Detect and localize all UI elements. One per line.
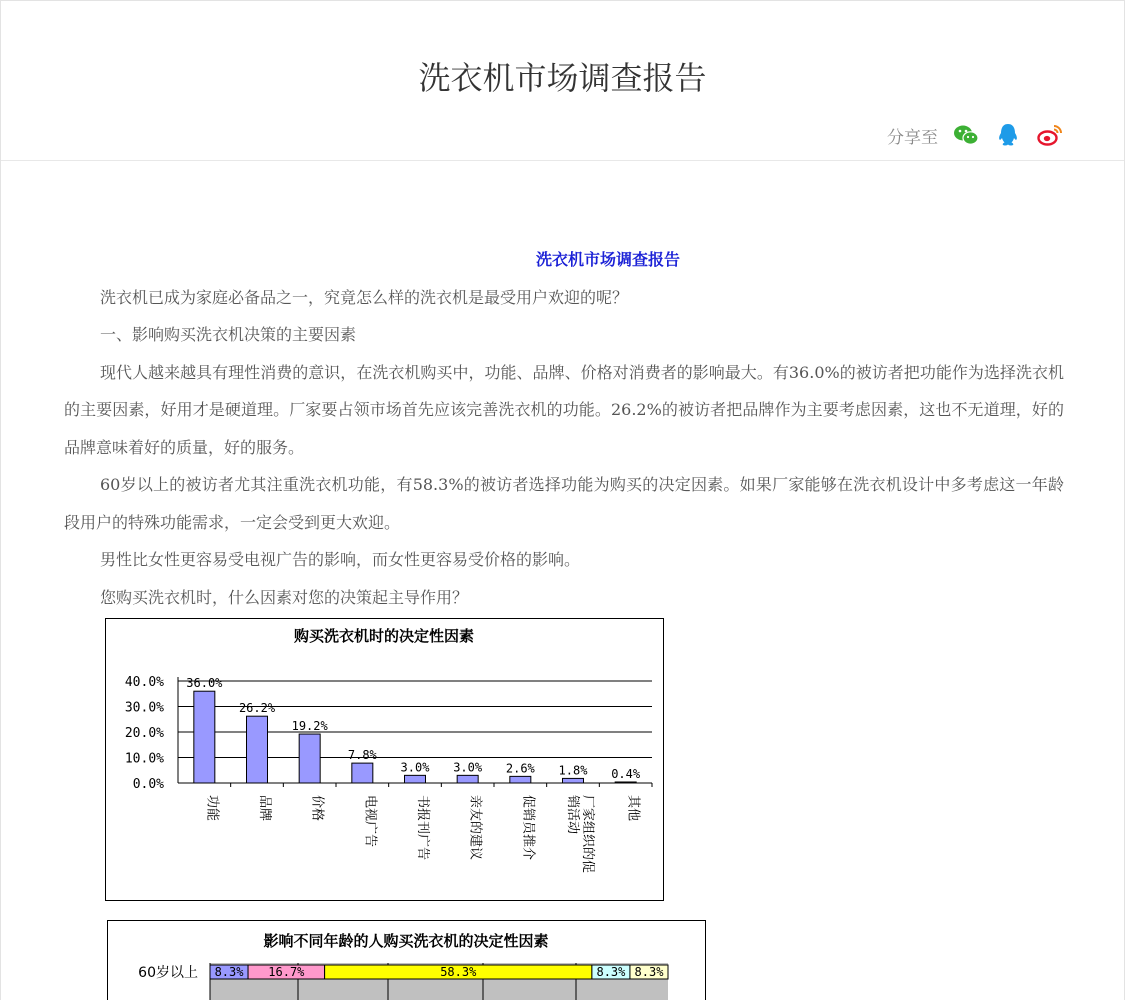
row-label: 60岁以上 (138, 965, 198, 981)
data-label: 19.2% (291, 719, 328, 734)
x-tick-label: 厂家组织的促 (580, 795, 595, 874)
x-tick-label: 亲友的建议 (467, 795, 483, 861)
x-tick-label: 销活动 (565, 795, 580, 835)
bar (615, 782, 636, 783)
data-label: 2.6% (505, 761, 535, 776)
wechat-icon[interactable] (952, 121, 980, 149)
share-label: 分享至 (887, 127, 938, 148)
article-paragraph: 现代人越来越具有理性消费的意识，在洗衣机购买中，功能、品牌、价格对消费者的影响最大。有36.0%的被访者把功能作为选择洗衣机的主要因素，好用才是硬道理。厂家要占领市场首先应该完善洗衣机的功能。26.2%的被访者把品牌作为主要考虑因素，这也不无道理，好的品牌意味着好的质量，好的服务。 (64, 362, 1064, 457)
article-header (1, 1, 1124, 161)
age-factor-chart (107, 920, 706, 1000)
bar (563, 778, 584, 783)
data-label: 8.3% (214, 965, 244, 979)
data-label: 3.0% (453, 760, 483, 775)
bar (247, 716, 268, 783)
bar (405, 775, 426, 783)
bar (352, 763, 373, 783)
page-title: 洗衣机市场调查报告 (418, 59, 707, 97)
data-label: 8.3% (634, 965, 664, 979)
data-label: 26.2% (238, 701, 276, 716)
x-tick-label: 电视广告 (362, 795, 378, 848)
bar (510, 776, 531, 783)
article-paragraph: 洗衣机已成为家庭必备品之一，究竟怎么样的洗衣机是最受用户欢迎的呢？ (100, 287, 629, 307)
chart-title: 购买洗衣机时的决定性因素 (293, 627, 475, 645)
bar (194, 691, 215, 783)
decision-factor-chart-svg (106, 619, 663, 900)
x-tick-label: 书报刊广告 (415, 795, 430, 861)
data-label: 16.7% (268, 965, 305, 979)
article-body (64, 241, 1064, 616)
article-paragraph: 60岁以上的被访者尤其注重洗衣机功能，有58.3%的被访者选择功能为购买的决定因素。如果厂家能够在洗衣机设计中多考虑这一年龄段用户的特殊功能需求，一定会受到更大欢迎。 (64, 475, 1064, 532)
x-tick-label: 功能 (204, 795, 220, 822)
x-tick-label: 价格 (309, 795, 325, 822)
data-label: 8.3% (596, 965, 626, 979)
y-tick-label: 20.0% (124, 726, 164, 741)
bar (299, 734, 320, 783)
x-tick-label: 促销员推介 (520, 795, 536, 861)
data-label: 58.3% (440, 965, 477, 979)
qq-icon[interactable] (994, 121, 1022, 149)
y-tick-label: 30.0% (124, 700, 164, 716)
x-tick-label: 其他 (625, 795, 641, 822)
data-label: 1.8% (558, 763, 588, 778)
article-paragraph: 您购买洗衣机时，什么因素对您的决策起主导作用？ (100, 587, 469, 607)
data-label: 3.0% (400, 760, 430, 775)
decision-factor-chart (105, 618, 664, 901)
y-tick-label: 0.0% (132, 777, 164, 792)
x-tick-label: 品牌 (257, 795, 272, 822)
article-subtitle: 洗衣机市场调查报告 (535, 250, 680, 269)
y-tick-label: 10.0% (124, 751, 164, 767)
weibo-icon[interactable] (1036, 121, 1064, 149)
share-bar (887, 121, 1064, 149)
chart-title: 影响不同年龄的人购买洗衣机的决定性因素 (263, 932, 549, 950)
bar (457, 775, 478, 783)
data-label: 0.4% (611, 766, 641, 781)
age-factor-chart-svg (108, 921, 705, 1000)
data-label: 7.8% (347, 748, 377, 763)
y-tick-label: 40.0% (124, 675, 164, 690)
article-paragraph: 一、影响购买洗衣机决策的主要因素 (100, 325, 357, 344)
article-paragraph: 男性比女性更容易受电视广告的影响，而女性更容易受价格的影响。 (100, 550, 581, 569)
data-label: 36.0% (186, 676, 223, 691)
